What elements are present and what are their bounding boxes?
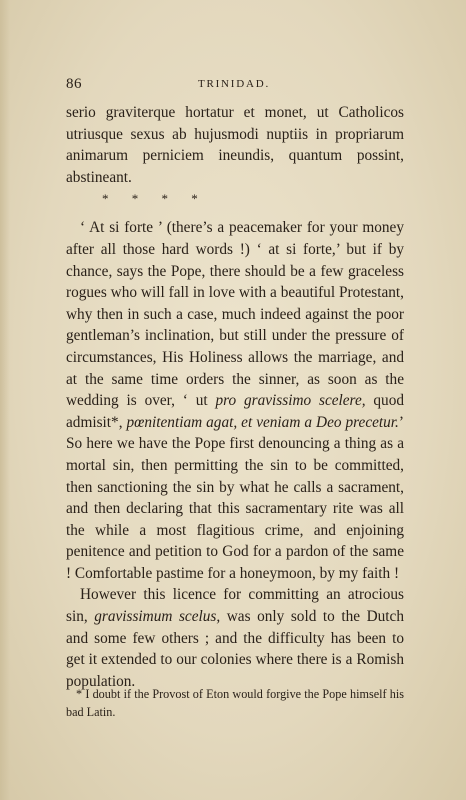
asterism-break: * * * *	[102, 191, 198, 207]
italic-latin: pœnitentiam agat, et veniam a Deo precetur.	[126, 413, 399, 431]
text-run: ‘ At si forte ’ (there’s a peacemaker for your money after all those hard words !) ‘ at si forte,’ but if by chance, says the Pope, there should be a few graceless rogues who will fall in love with a beautiful Protestant, why then in such a case, much indeed against the poor gentleman’s inclination, but still under the pressure of circumstances, His Holiness allows the marriage, and at the same time orders the sinner, as soon as the wedding is over, ‘ ut	[66, 219, 404, 410]
running-head	[66, 76, 402, 94]
text-run: quod admisit*,	[66, 392, 404, 431]
text-run: was only sold to the Dutch and some few others ; and the difficulty has been to get it extended to our colonies where there is a Romish population.	[66, 608, 404, 690]
paragraph-at-si-forte	[66, 217, 404, 584]
paragraph-licence	[66, 584, 404, 692]
footnote: * I doubt if the Provost of Eton would forgive the Pope himself his bad Latin.	[66, 687, 404, 719]
text-run: ’ So here we have the Pope first denouncing a thing as a mortal sin, then permitting the sin to be committed, then sanctioning the sin by what he calls a sacrament, and then declaring that this sacramentary rite was all the while a most flagitious crime, and enjoining penitence and petition to God for a pardon of the same ! Comfortable pastime for a honeymoon, by my faith !	[66, 413, 404, 582]
text-run: However this licence for committing an atrocious sin,	[66, 586, 404, 626]
paragraph-latin-continuation: serio graviterque hortatur et monet, ut Catholicos utriusque sexus ab hujusmodi nuptiis in propriarum animarum perniciem ineundis, quantum possint, abstineant.	[66, 104, 404, 186]
italic-latin: pro gravissimo scelere,	[215, 392, 366, 410]
page-number: 86	[66, 76, 82, 92]
running-title: TRINIDAD.	[197, 78, 271, 90]
page-edge-shadow	[0, 0, 10, 800]
body-text	[66, 102, 404, 692]
italic-latin: gravissimum scelus,	[94, 608, 221, 626]
